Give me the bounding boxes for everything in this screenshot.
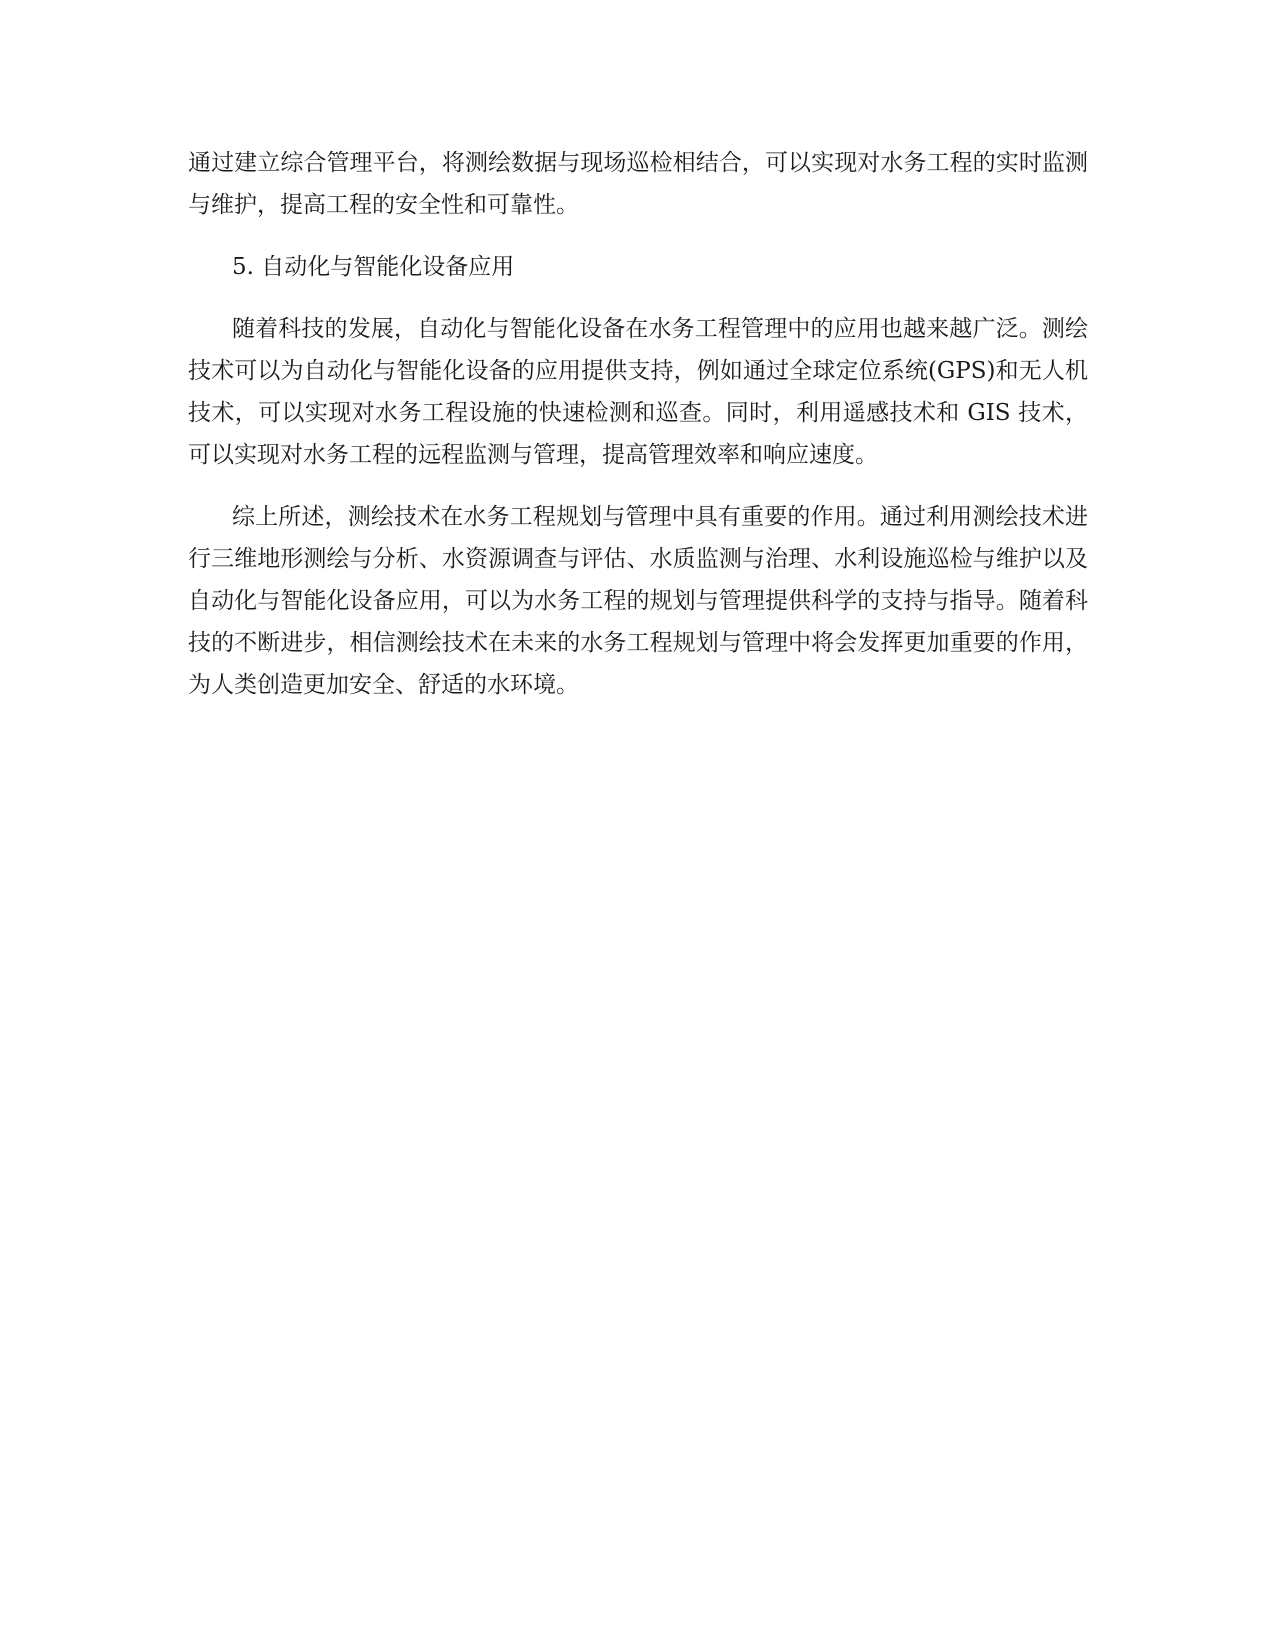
document-body	[188, 142, 1088, 726]
section-heading-automation: 5. 自动化与智能化设备应用	[232, 254, 515, 280]
paragraph-conclusion: 综上所述，测绘技术在水务工程规划与管理中具有重要的作用。通过利用测绘技术进行三维地形测绘与分析、水资源调查与评估、水质监测与治理、水利设施巡检与维护以及自动化与智能化设备应用，可以为水务工程的规划与管理提供科学的支持与指导。随着科技的不断进步，相信测绘技术在未来的水务工程规划与管理中将会发挥更加重要的作用，为人类创造更加安全、舒适的水环境。	[188, 504, 1088, 698]
paragraph-automation-devices: 随着科技的发展，自动化与智能化设备在水务工程管理中的应用也越来越广泛。测绘技术可以为自动化与智能化设备的应用提供支持，例如通过全球定位系统(GPS)和无人机技术，可以实现对水务工程设施的快速检测和巡查。同时，利用遥感技术和 GIS 技术，可以实现对水务工程的远程监测与管理，提高管理效率和响应速度。	[188, 316, 1088, 468]
paragraph-platform-monitoring: 通过建立综合管理平台，将测绘数据与现场巡检相结合，可以实现对水务工程的实时监测与维护，提高工程的安全性和可靠性。	[188, 150, 1088, 218]
